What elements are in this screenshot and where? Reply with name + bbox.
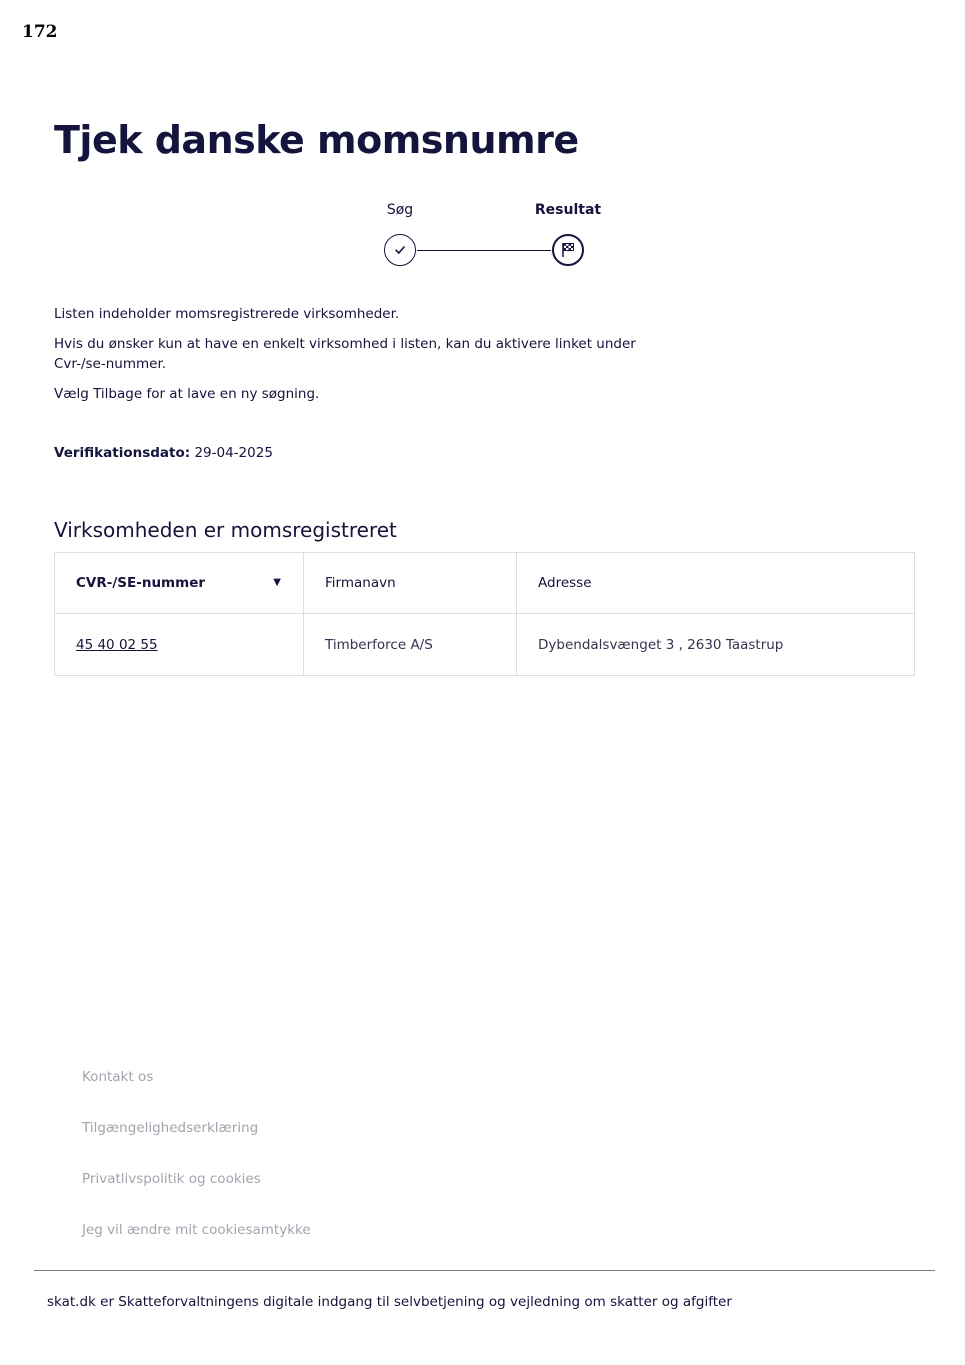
footer-link-kontakt[interactable]: Kontakt os — [82, 1069, 154, 1085]
cell-firmanavn: Timberforce A/S — [304, 614, 517, 676]
cell-adresse: Dybendalsvænget 3 , 2630 Taastrup — [517, 614, 915, 676]
column-header-firmanavn: Firmanavn — [304, 553, 517, 614]
page-title: Tjek danske momsnumre — [54, 118, 579, 162]
step-label-resultat: Resultat — [534, 202, 602, 218]
column-header-adresse: Adresse — [517, 553, 915, 614]
info-line-list: Listen indeholder momsregistrerede virksomheder. — [54, 306, 400, 322]
cell-cvr — [55, 614, 304, 676]
result-table — [54, 552, 915, 676]
footer-divider — [34, 1270, 935, 1271]
step-label-sog: Søg — [386, 202, 414, 218]
column-header-cvr-label: CVR-/SE-nummer — [76, 575, 206, 591]
footer-links — [82, 1068, 311, 1272]
step-sog — [384, 234, 416, 266]
info-text — [54, 304, 664, 414]
cvr-link[interactable]: 45 40 02 55 — [76, 636, 158, 653]
footer-link-privacy[interactable]: Privatlivspolitik og cookies — [82, 1171, 261, 1187]
section-heading: Virksomheden er momsregistreret — [54, 518, 397, 542]
footer-link-cookie-consent[interactable]: Jeg vil ændre mit cookiesamtykke — [82, 1222, 311, 1238]
info-line-single: Hvis du ønsker kun at have en enkelt virksomhed i listen, kan du aktivere linket under Cvr-/se-nummer. — [54, 336, 636, 372]
verification-value: 29-04-2025 — [194, 445, 273, 461]
footer-description: skat.dk er Skatteforvaltningens digitale indgang til selvbetjening og vejledning om skatter og afgifter — [47, 1294, 732, 1310]
step-resultat — [552, 234, 584, 266]
info-line-back: Vælg Tilbage for at lave en ny søgning. — [54, 386, 320, 402]
checkered-flag-icon — [561, 242, 575, 258]
table-header-row — [55, 553, 915, 614]
verification-label: Verifikationsdato: — [54, 445, 191, 461]
column-header-cvr[interactable] — [55, 553, 304, 614]
step-connector — [417, 250, 551, 251]
table-row — [55, 614, 915, 676]
sort-descending-icon[interactable]: ▼ — [273, 577, 281, 588]
page-number: 172 — [22, 22, 58, 42]
footer-link-accessibility[interactable]: Tilgængelighedserklæring — [82, 1120, 259, 1136]
verification-date — [54, 445, 273, 461]
check-icon — [394, 244, 406, 256]
